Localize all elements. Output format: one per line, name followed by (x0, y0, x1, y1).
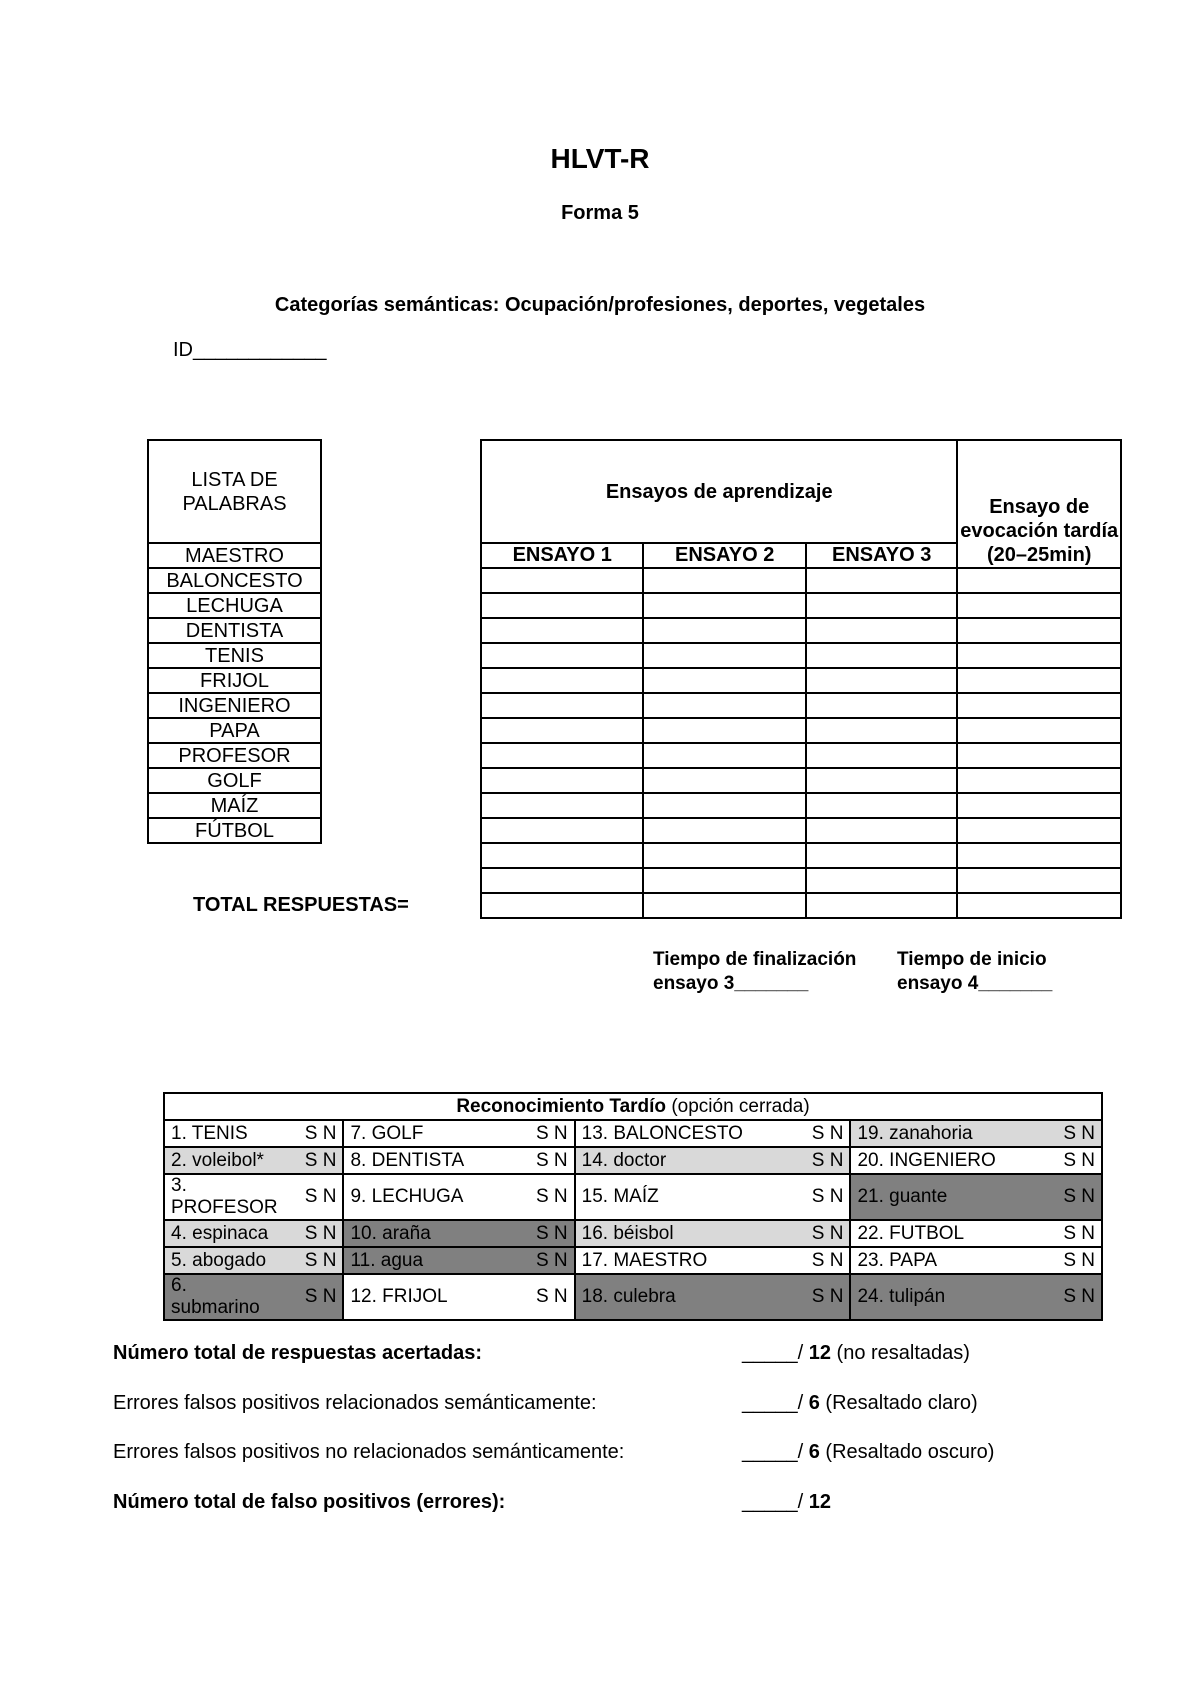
trial-3-cell[interactable] (806, 868, 958, 893)
word-list-item: FÚTBOL (148, 818, 321, 843)
trial-2-cell[interactable] (643, 843, 805, 868)
response-row (481, 768, 1121, 793)
response-row (481, 618, 1121, 643)
recognition-row (164, 1147, 1102, 1174)
delayed-recall-cell[interactable] (957, 693, 1121, 718)
yes-no-choice[interactable]: S N (1044, 1247, 1102, 1274)
score-value[interactable]: _____/ 12 (no resaltadas) (742, 1342, 970, 1364)
recognition-word: 17. MAESTRO (575, 1247, 793, 1274)
trial-1-cell[interactable] (481, 568, 643, 593)
yes-no-choice[interactable]: S N (286, 1174, 344, 1220)
response-row (481, 743, 1121, 768)
trial-3-cell[interactable] (806, 593, 958, 618)
recognition-word: 19. zanahoria (850, 1120, 1044, 1147)
yes-no-choice[interactable]: S N (1044, 1174, 1102, 1220)
word-list-item: LECHUGA (148, 593, 321, 618)
yes-no-choice[interactable]: S N (793, 1147, 851, 1174)
yes-no-choice[interactable]: S N (286, 1120, 344, 1147)
trial-1-cell[interactable] (481, 743, 643, 768)
trial-1-cell[interactable] (481, 618, 643, 643)
yes-no-choice[interactable]: S N (1044, 1274, 1102, 1320)
trial-1-cell[interactable] (481, 868, 643, 893)
recognition-word: 21. guante (850, 1174, 1044, 1220)
response-row (481, 568, 1121, 593)
yes-no-choice[interactable]: S N (517, 1220, 575, 1247)
trial-1-header: ENSAYO 1 (481, 543, 643, 568)
yes-no-choice[interactable]: S N (1044, 1220, 1102, 1247)
trial-3-cell[interactable] (806, 568, 958, 593)
score-value[interactable]: _____/ 6 (Resaltado claro) (742, 1392, 978, 1414)
response-row (481, 593, 1121, 618)
word-list-item: MAESTRO (148, 543, 321, 568)
word-list-item: TENIS (148, 643, 321, 668)
delayed-recall-cell[interactable] (957, 718, 1121, 743)
trial-2-cell[interactable] (643, 693, 805, 718)
yes-no-choice[interactable]: S N (517, 1247, 575, 1274)
semantic-categories: Categorías semánticas: Ocupación/profesiones, deportes, vegetales (274, 294, 926, 316)
response-row (481, 718, 1121, 743)
delayed-recall-cell[interactable] (957, 818, 1121, 843)
trial-2-cell[interactable] (643, 718, 805, 743)
score-label: Errores falsos positivos no relacionados semánticamente: (113, 1441, 625, 1463)
response-row (481, 843, 1121, 868)
trial-3-cell[interactable] (806, 668, 958, 693)
trial-3-cell[interactable] (806, 743, 958, 768)
recognition-word: 12. FRIJOL (343, 1274, 516, 1320)
recognition-word: 5. abogado (164, 1247, 286, 1274)
delayed-recall-cell[interactable] (957, 843, 1121, 868)
delayed-recall-cell[interactable] (957, 768, 1121, 793)
trial-1-cell[interactable] (481, 693, 643, 718)
yes-no-choice[interactable]: S N (793, 1220, 851, 1247)
recognition-word: 14. doctor (575, 1147, 793, 1174)
trial-3-cell[interactable] (806, 893, 958, 918)
word-list-row (148, 743, 321, 768)
recognition-word: 18. culebra (575, 1274, 793, 1320)
yes-no-choice[interactable]: S N (517, 1147, 575, 1174)
trial-1-cell[interactable] (481, 718, 643, 743)
word-list-row (148, 818, 321, 843)
delayed-recall-cell[interactable] (957, 743, 1121, 768)
word-list-row (148, 718, 321, 743)
yes-no-choice[interactable]: S N (517, 1120, 575, 1147)
yes-no-choice[interactable]: S N (1044, 1120, 1102, 1147)
word-list-row (148, 768, 321, 793)
word-list-row (148, 643, 321, 668)
recognition-word: 9. LECHUGA (343, 1174, 516, 1220)
trial-2-cell[interactable] (643, 593, 805, 618)
delayed-recall-cell[interactable] (957, 568, 1121, 593)
id-field[interactable]: ID____________ (173, 339, 327, 361)
yes-no-choice[interactable]: S N (517, 1274, 575, 1320)
trial-2-cell[interactable] (643, 568, 805, 593)
recognition-word: 10. araña (343, 1220, 516, 1247)
yes-no-choice[interactable]: S N (793, 1247, 851, 1274)
delayed-recall-cell[interactable] (957, 668, 1121, 693)
delayed-recall-cell[interactable] (957, 793, 1121, 818)
trial-2-cell[interactable] (643, 668, 805, 693)
delayed-recall-cell[interactable] (957, 868, 1121, 893)
recognition-word: 22. FUTBOL (850, 1220, 1044, 1247)
recognition-table (163, 1092, 1103, 1321)
recognition-word: 23. PAPA (850, 1247, 1044, 1274)
word-list-row (148, 793, 321, 818)
trial-2-cell[interactable] (643, 643, 805, 668)
form-number: Forma 5 (561, 202, 639, 224)
word-list-item: MAÍZ (148, 793, 321, 818)
recognition-row (164, 1247, 1102, 1274)
word-list-item: INGENIERO (148, 693, 321, 718)
recognition-word: 7. GOLF (343, 1120, 516, 1147)
word-list-row (148, 618, 321, 643)
recognition-row (164, 1274, 1102, 1320)
trials-table (480, 439, 1122, 919)
yes-no-choice[interactable]: S N (286, 1147, 344, 1174)
recognition-word: 2. voleibol* (164, 1147, 286, 1174)
response-row (481, 668, 1121, 693)
trial-3-header: ENSAYO 3 (806, 543, 958, 568)
trial-2-header: ENSAYO 2 (643, 543, 805, 568)
recognition-word: 13. BALONCESTO (575, 1120, 793, 1147)
delayed-recall-cell[interactable] (957, 593, 1121, 618)
recognition-word: 15. MAÍZ (575, 1174, 793, 1220)
word-list-row (148, 693, 321, 718)
trial-2-cell[interactable] (643, 793, 805, 818)
trial-3-cell[interactable] (806, 793, 958, 818)
trial-1-cell[interactable] (481, 593, 643, 618)
yes-no-choice[interactable]: S N (286, 1220, 344, 1247)
score-label: Errores falsos positivos relacionados semánticamente: (113, 1392, 597, 1414)
trial3-end-time[interactable]: Tiempo de finalización ensayo 3_______ (653, 949, 857, 994)
delayed-recall-cell[interactable] (957, 618, 1121, 643)
recognition-row (164, 1120, 1102, 1147)
trial-1-cell[interactable] (481, 843, 643, 868)
trial-3-cell[interactable] (806, 843, 958, 868)
recognition-word: 8. DENTISTA (343, 1147, 516, 1174)
recognition-word: 24. tulipán (850, 1274, 1044, 1320)
total-responses-label: TOTAL RESPUESTAS= (193, 894, 409, 916)
yes-no-choice[interactable]: S N (1044, 1147, 1102, 1174)
recognition-header: Reconocimiento Tardío (opción cerrada) (164, 1093, 1102, 1120)
trial-1-cell[interactable] (481, 668, 643, 693)
yes-no-choice[interactable]: S N (286, 1274, 344, 1320)
recognition-word: 16. béisbol (575, 1220, 793, 1247)
trial-2-cell[interactable] (643, 868, 805, 893)
delayed-recall-cell[interactable] (957, 643, 1121, 668)
word-list-item: PAPA (148, 718, 321, 743)
recognition-word: 6. submarino (164, 1274, 286, 1320)
trial-3-cell[interactable] (806, 768, 958, 793)
response-row (481, 793, 1121, 818)
score-label: Número total de falso positivos (errores): (113, 1491, 506, 1513)
trial-1-cell[interactable] (481, 893, 643, 918)
trial-3-cell[interactable] (806, 643, 958, 668)
trial-2-cell[interactable] (643, 818, 805, 843)
score-value[interactable]: _____/ 12 (742, 1491, 831, 1513)
recognition-word: 11. agua (343, 1247, 516, 1274)
word-list-row (148, 668, 321, 693)
score-value[interactable]: _____/ 6 (Resaltado oscuro) (742, 1441, 995, 1463)
delayed-recall-header: Ensayo de evocación tardía (20–25min) (957, 440, 1121, 568)
total-row (481, 893, 1121, 918)
yes-no-choice[interactable]: S N (793, 1120, 851, 1147)
recognition-word: 1. TENIS (164, 1120, 286, 1147)
word-list-table (147, 439, 322, 844)
word-list-header: LISTA DE PALABRAS (148, 440, 321, 543)
word-list-row (148, 568, 321, 593)
recognition-word: 20. INGENIERO (850, 1147, 1044, 1174)
trial-2-cell[interactable] (643, 768, 805, 793)
delayed-recall-cell[interactable] (957, 893, 1121, 918)
yes-no-choice[interactable]: S N (517, 1174, 575, 1220)
response-row (481, 643, 1121, 668)
trial-1-cell[interactable] (481, 768, 643, 793)
word-list-item: FRIJOL (148, 668, 321, 693)
score-label: Número total de respuestas acertadas: (113, 1342, 483, 1364)
learning-trials-header: Ensayos de aprendizaje (481, 440, 957, 543)
trial4-start-time[interactable]: Tiempo de inicio ensayo 4_______ (897, 949, 1053, 994)
trial-3-cell[interactable] (806, 718, 958, 743)
trial-1-cell[interactable] (481, 643, 643, 668)
yes-no-choice[interactable]: S N (793, 1274, 851, 1320)
recognition-row (164, 1174, 1102, 1220)
trial-1-cell[interactable] (481, 818, 643, 843)
trial-2-cell[interactable] (643, 743, 805, 768)
word-list-row (148, 543, 321, 568)
response-row (481, 868, 1121, 893)
trial-2-cell[interactable] (643, 893, 805, 918)
yes-no-choice[interactable]: S N (286, 1247, 344, 1274)
word-list-item: PROFESOR (148, 743, 321, 768)
word-list-row (148, 593, 321, 618)
word-list-item: BALONCESTO (148, 568, 321, 593)
page-title: HLVT-R (550, 143, 650, 174)
word-list-item: DENTISTA (148, 618, 321, 643)
trial-3-cell[interactable] (806, 818, 958, 843)
word-list-item: GOLF (148, 768, 321, 793)
trial-1-cell[interactable] (481, 793, 643, 818)
recognition-row (164, 1220, 1102, 1247)
recognition-word: 3. PROFESOR (164, 1174, 286, 1220)
response-row (481, 693, 1121, 718)
trial-3-cell[interactable] (806, 618, 958, 643)
response-row (481, 818, 1121, 843)
trial-3-cell[interactable] (806, 693, 958, 718)
trial-2-cell[interactable] (643, 618, 805, 643)
yes-no-choice[interactable]: S N (793, 1174, 851, 1220)
recognition-word: 4. espinaca (164, 1220, 286, 1247)
